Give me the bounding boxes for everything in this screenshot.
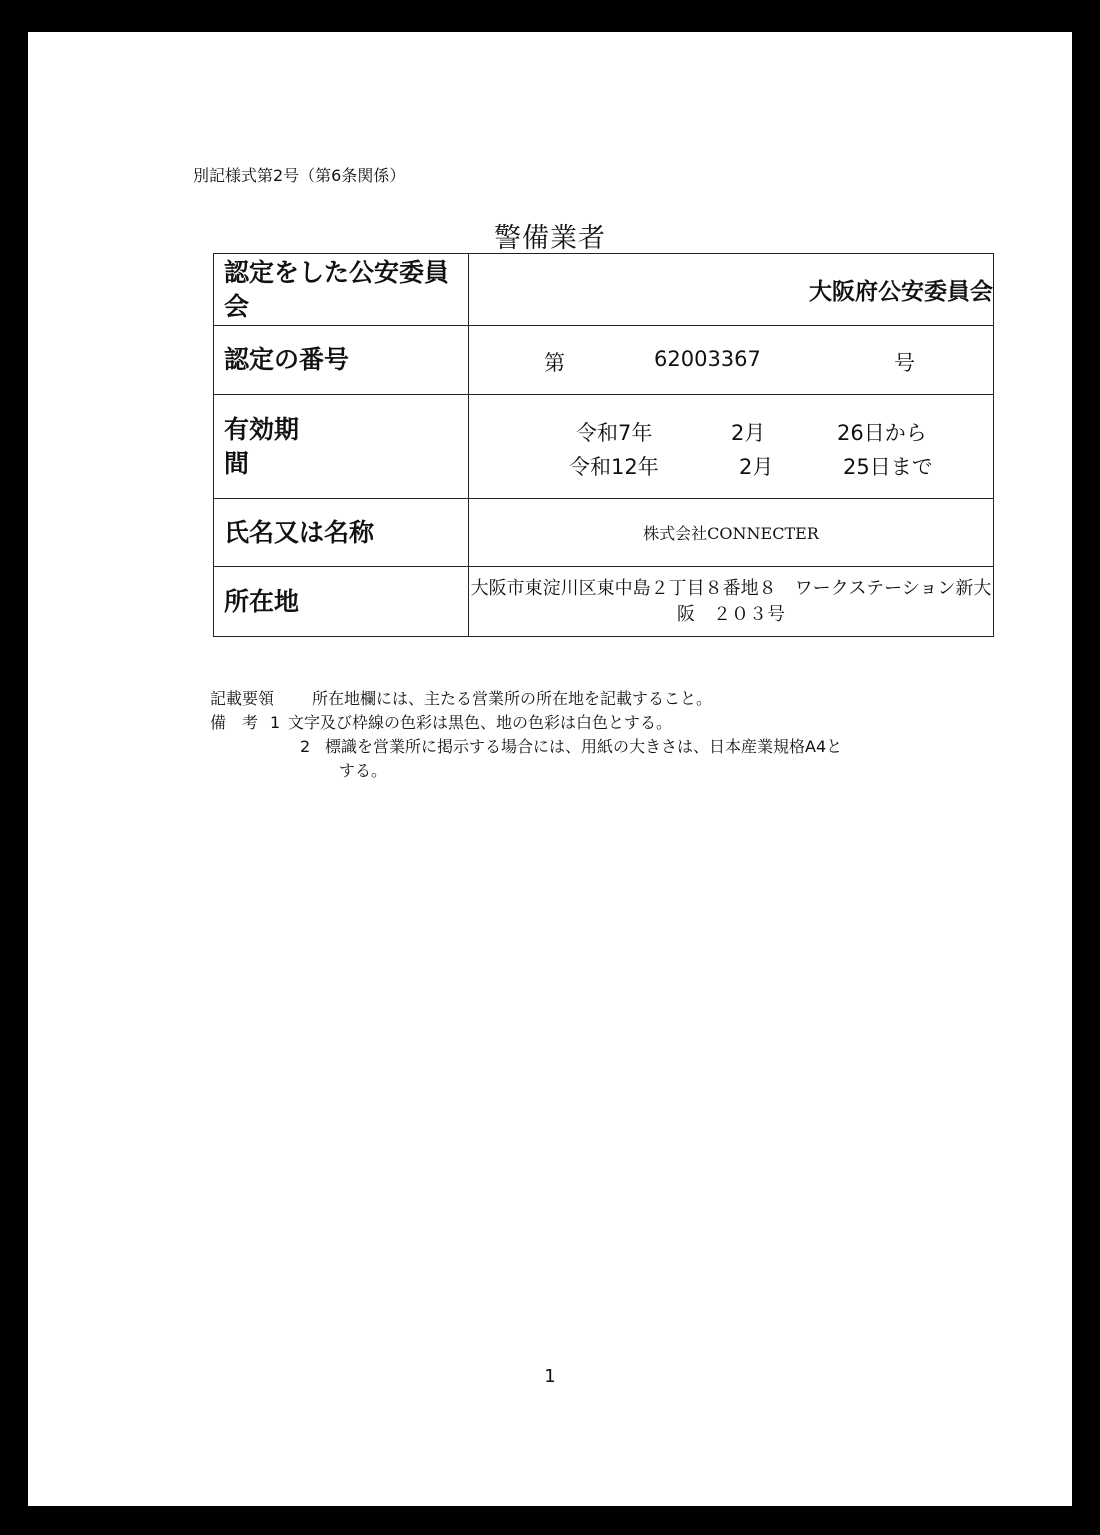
period-value-cell	[469, 395, 994, 499]
period-to	[469, 447, 993, 481]
notes-heading-text: 所在地欄には、主たる営業所の所在地を記載すること。	[312, 689, 713, 708]
name-row	[214, 499, 994, 567]
address-row	[214, 567, 994, 637]
period-from-year: 令和7年	[576, 420, 653, 445]
period-label	[214, 395, 469, 499]
address-label: 所在地	[214, 567, 469, 637]
period-label-line-1: 有効期	[224, 414, 300, 444]
number-prefix: 第	[544, 351, 565, 375]
remark-2-continuation: する。	[339, 761, 388, 780]
remark-1-text: 文字及び枠線の色彩は黒色、地の色彩は白色とする。	[288, 713, 673, 732]
remark-2-text: 標識を営業所に掲示する場合には、用紙の大きさは、日本産業規格A4と	[325, 737, 843, 756]
license-table	[213, 253, 994, 637]
remarks-label: 備 考	[210, 713, 259, 732]
number-suffix: 号	[894, 351, 915, 375]
period-to-day: 25日まで	[843, 454, 933, 479]
page-number: 1	[544, 1366, 556, 1387]
license-number: 62003367	[654, 347, 761, 371]
period-to-month: 2月	[739, 454, 774, 479]
name-label: 氏名又は名称	[214, 499, 469, 567]
period-from-month: 2月	[731, 420, 766, 445]
number-value-cell	[469, 326, 994, 395]
authority-row	[214, 254, 994, 326]
address-value: 大阪市東淀川区東中島２丁目８番地８ ワークステーション新大阪 ２０３号	[469, 567, 994, 637]
period-from	[469, 413, 993, 447]
period-to-year: 令和12年	[569, 454, 659, 479]
period-from-day: 26日から	[837, 420, 927, 445]
remark-1-num: 1	[270, 713, 281, 732]
number-label: 認定の番号	[214, 326, 469, 395]
company-name: 株式会社CONNECTER	[469, 499, 994, 567]
period-row	[214, 395, 994, 499]
number-row	[214, 326, 994, 395]
notes-heading: 記載要領	[210, 689, 275, 708]
authority-value: 大阪府公安委員会	[469, 254, 994, 326]
authority-label: 認定をした公安委員会	[214, 254, 469, 326]
document-title: 警備業者	[494, 223, 606, 254]
form-identifier: 別記様式第2号（第6条関係）	[193, 166, 406, 185]
remark-2-num: 2	[300, 737, 311, 756]
period-label-line-2: 間	[224, 448, 250, 478]
